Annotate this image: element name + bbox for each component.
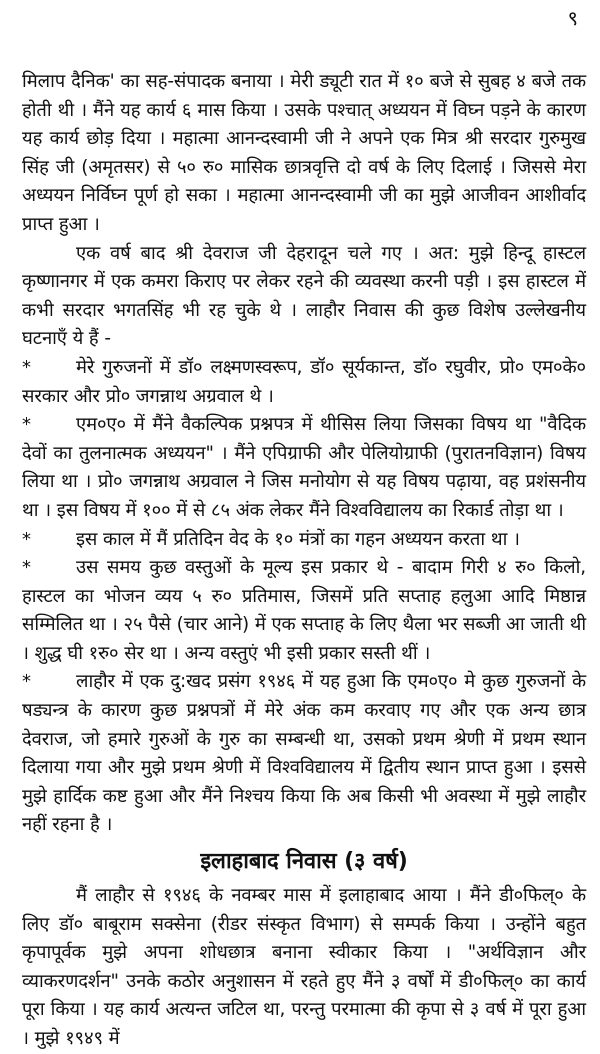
list-item-text: मेरे गुरुजनों में डॉ० लक्ष्मणस्वरूप, डॉ० सूर्यकान्त, डॉ० रघुवीर, प्रो० एम०के० सरकार और प्रो० जगन्नाथ अग्रवाल थे । xyxy=(22,356,586,407)
list-item-text: उस समय कुछ वस्तुओं के मूल्य इस प्रकार थे - बादाम गिरी ४ रु० किलो, हास्टल का भोजन व्यय ५ रु० प्रतिमास, जिसमें प्रति सप्ताह हलुआ आदि मिष्ठान्न सम्मिलित था । २५ पैसे (चार आने) में एक सप्ताह के लिए थैला भर सब्जी आ जाती थी । शुद्ध घी १रु० सेर था । अन्य वस्तुएं भी इसी प्रकार सस्ती थीं । xyxy=(22,557,586,664)
list-item xyxy=(22,411,586,525)
section-heading: इलाहाबाद निवास (३ वर्ष) xyxy=(200,849,408,875)
list-item xyxy=(22,354,586,411)
bullet-marker: * xyxy=(22,356,31,378)
list-item xyxy=(22,554,586,668)
list-item xyxy=(22,526,586,555)
list-item-text: इस काल में मैं प्रतिदिन वेद के १० मंत्रों का गहन अध्ययन करता था । xyxy=(76,528,520,550)
bullet-marker: * xyxy=(22,557,31,579)
body-text xyxy=(22,68,586,1054)
page-number: ९ xyxy=(567,6,578,30)
bullet-marker: * xyxy=(22,528,31,550)
paragraph-continuation: मिलाप दैनिक' का सह-संपादक बनाया । मेरी ड्यूटी रात में १० बजे से सुबह ४ बजे तक होती थी । मैंने यह कार्य ६ मास किया । उसके पश्चात् अध्ययन में विघ्न पड़ने के कारण यह कार्य छोड़ दिया । महात्मा आनन्दस्वामी जी ने अपने एक मित्र श्री सरदार गुरुमुख सिंह जी (अमृतसर) से ५० रु० मासिक छात्रवृत्ति दो वर्ष के लिए दिलाई । जिससे मेरा अध्ययन निर्विघ्न पूर्ण हो सका । महात्मा आनन्दस्वामी जी का मुझे आजीवन आशीर्वाद प्राप्त हुआ । xyxy=(22,71,586,235)
bullet-marker: * xyxy=(22,414,31,436)
bullet-marker: * xyxy=(22,671,31,693)
paragraph-allahabad: मैं लाहौर से १९४६ के नवम्बर मास में इलाहाबाद आया । मैंने डी०फिल्० के लिए डॉ० बाबूराम सक्सेना (रीडर संस्कृत विभाग) से सम्पर्क किया । उन्होंने बहुत कृपापूर्वक मुझे अपना शोधछात्र बनाना स्वीकार किया । "अर्थविज्ञान और व्याकरणदर्शन" उनके कठोर अनुशासन में रहते हुए मैंने ३ वर्षों में डी०फिल्० का कार्य पूरा किया । यह कार्य अत्यन्त जटिल था, परन्तु परमात्मा की कृपा से ३ वर्ष में पूरा हुआ । मुझे १९४९ में xyxy=(22,885,586,1049)
list-item-text: एम०ए० में मैंने वैकल्पिक प्रश्नपत्र में थीसिस लिया जिसका विषय था "वैदिक देवों का तुलनात्मक अध्ययन" । मैंने एपिग्राफी और पेलियोग्राफी (पुरातनविज्ञान) विषय लिया था । प्रो० जगन्नाथ अग्रवाल ने जिस मनोयोग से यह विषय पढ़ाया, वह प्रशंसनीय था । इस विषय में १०० में से ८५ अंक लेकर मैंने विश्वविद्यालय का रिकार्ड तोड़ा था । xyxy=(22,414,586,521)
list-item xyxy=(22,668,586,840)
paragraph-hostel: एक वर्ष बाद श्री देवराज जी देहरादून चले गए । अत: मुझे हिन्दू हास्टल कृष्णानगर में एक कमरा किराए पर लेकर रहने की व्यवस्था करनी पड़ी । इस हास्टल में कभी सरदार भगतसिंह भी रह चुके थे । लाहौर निवास की कुछ विशेष उल्लेखनीय घटनाएँ ये हैं - xyxy=(22,242,586,350)
list-item-text: लाहौर में एक दु:खद प्रसंग १९४६ में यह हुआ कि एम०ए० मे कुछ गुरुजनों के षड्यन्त्र के कारण कुछ प्रश्नपत्रों में मेरे अंक कम करवाए गए और एक अन्य छात्र देवराज, जो हमारे गुरुओं के गुरु का सम्बन्धी था, उसको प्रथम श्रेणी में प्रथम स्थान दिलाया गया और मुझे प्रथम श्रेणी में विश्वविद्यालय में द्वितीय स्थान प्राप्त हुआ । इससे मुझे हार्दिक कष्ट हुआ और मैंने निश्चय किया कि अब किसी भी अवस्था में मुझे लाहौर नहीं रहना है । xyxy=(22,671,586,836)
